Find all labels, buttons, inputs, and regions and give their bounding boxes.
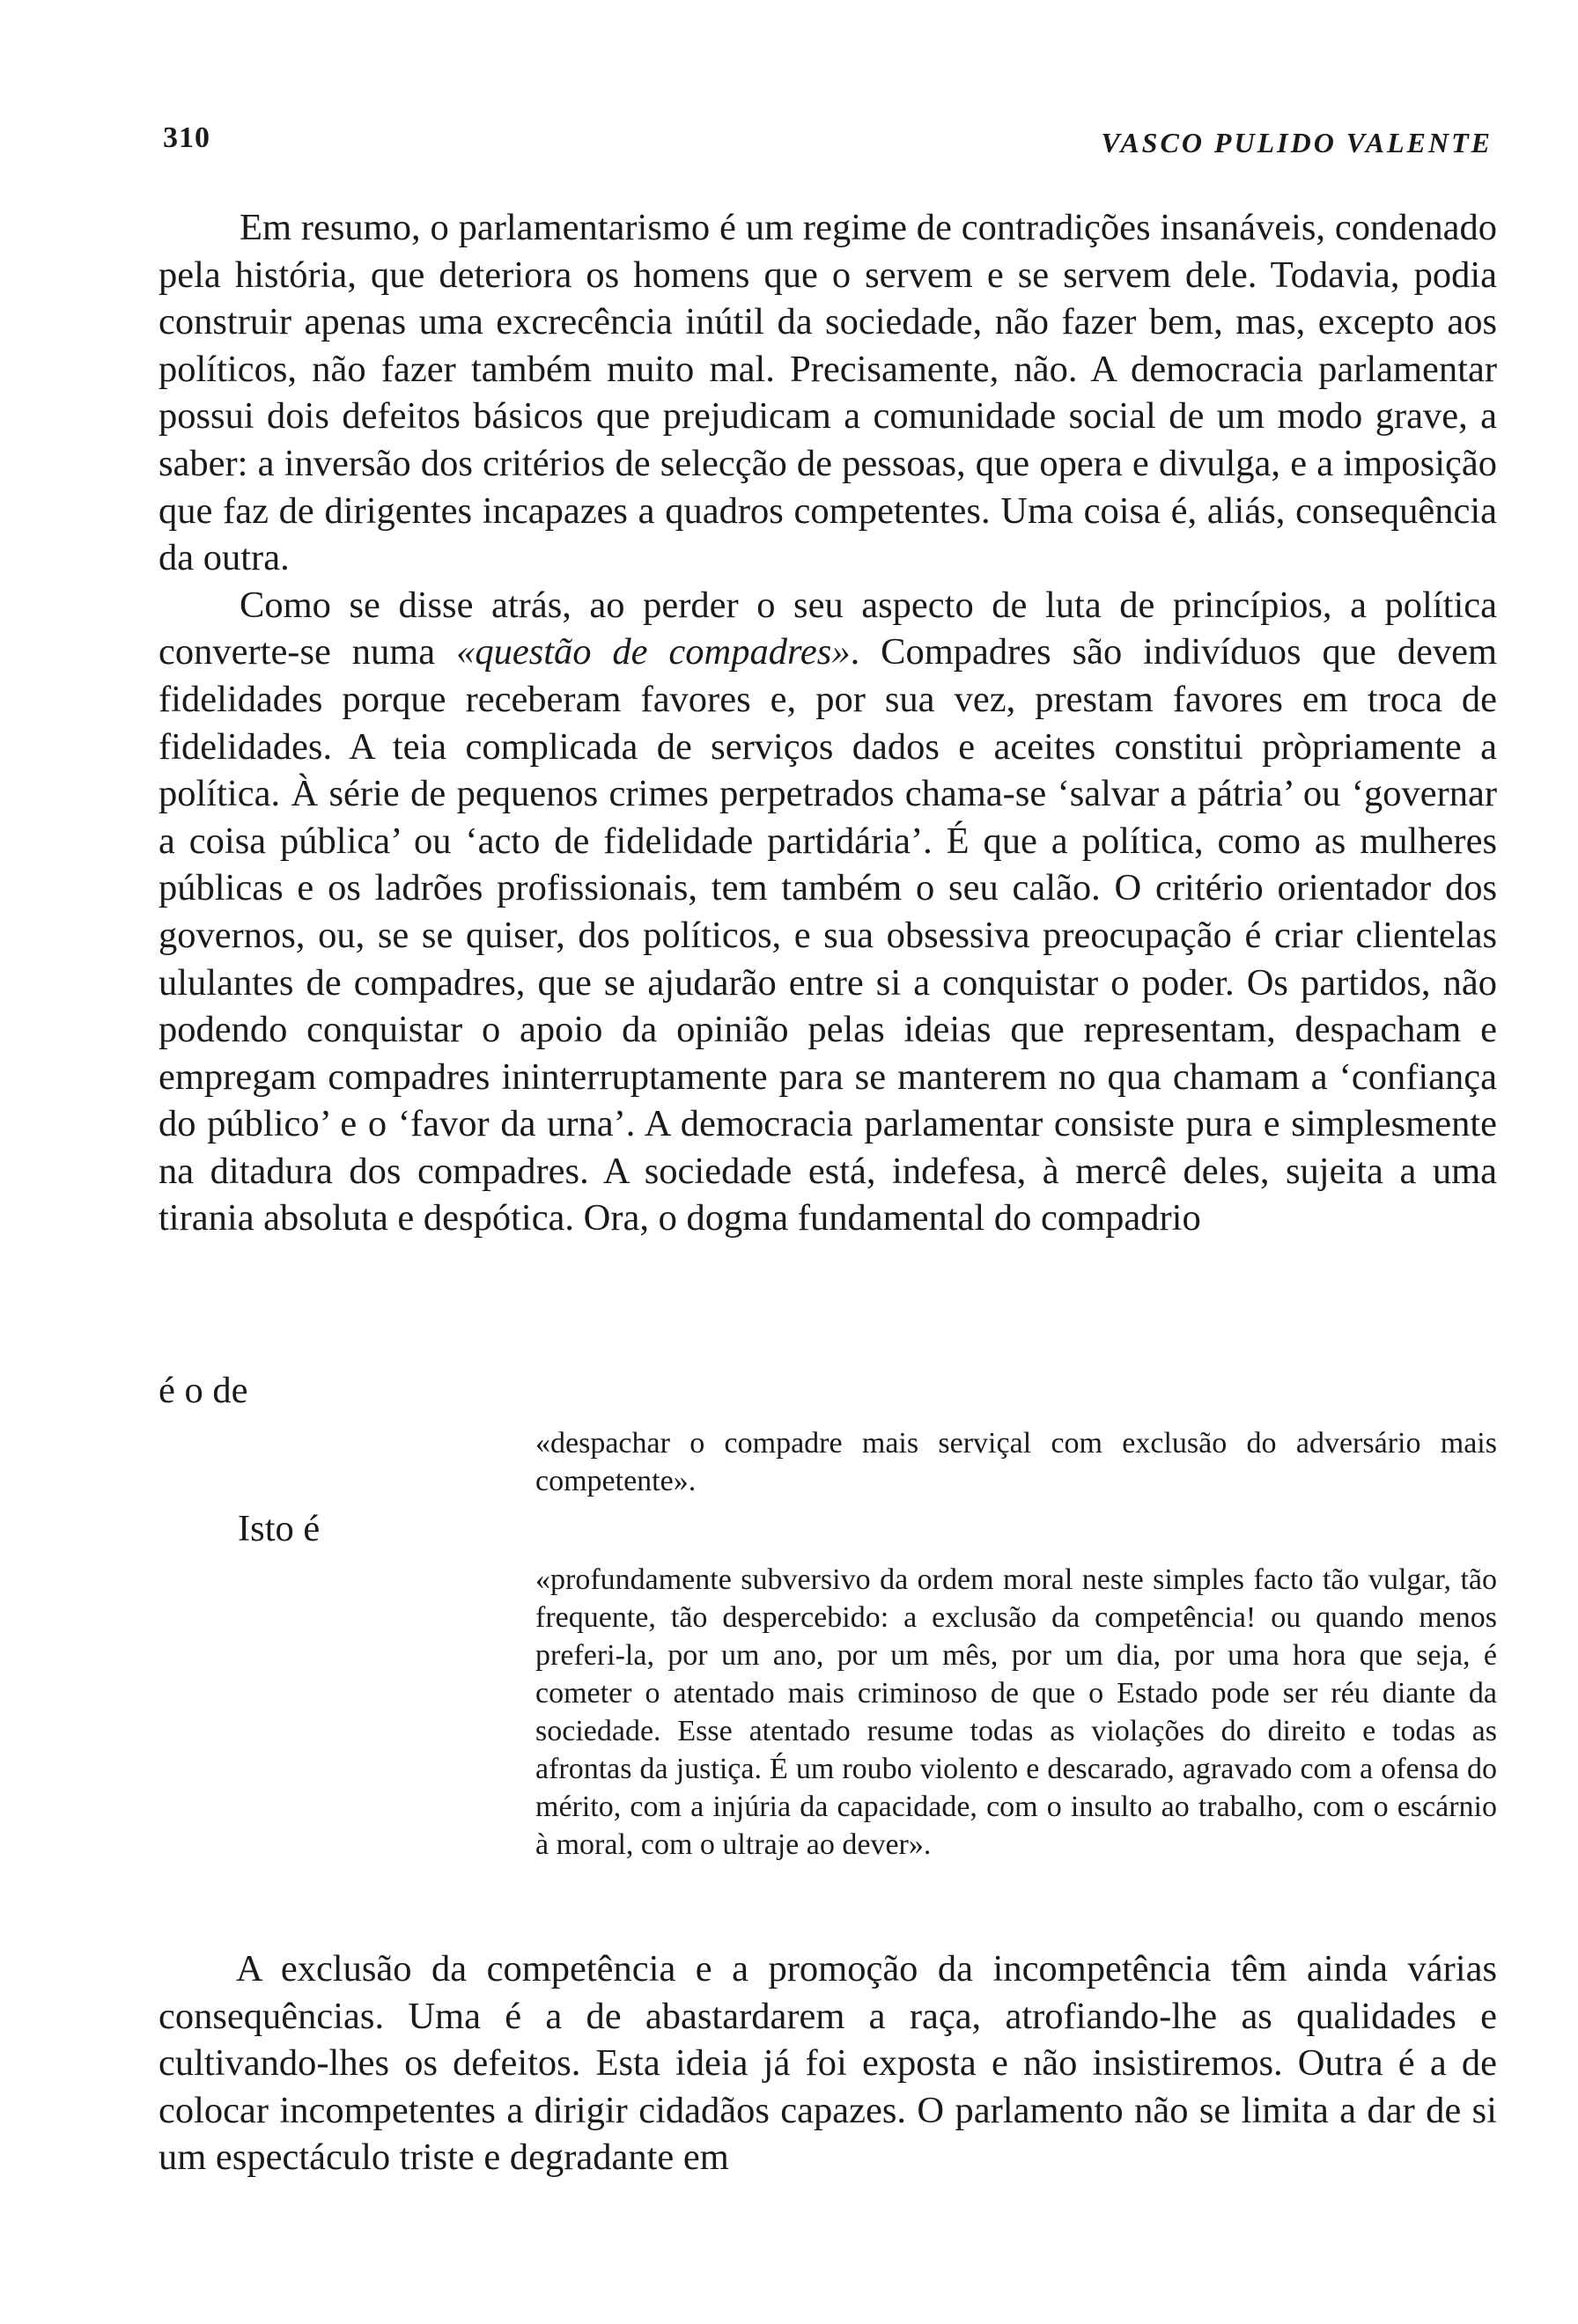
paragraph-2-rest: . Compadres são indivíduos que devem fidelidades porque receberam favores e, por sua vez, prestam favores em troca de fidelidades. A teia complicada de serviços dados e aceites constitui pròpriamente a política. À série de pequenos crimes perpetrados chama-se ‘salvar a pátria’ ou ‘governar a coisa pública’ ou ‘acto de fidelidade partidária’. É que a política, como as mulheres públicas e os ladrões profissionais, tem também o seu calão. O critério orientador dos governos, ou, se se quiser, dos políticos, e sua obsessiva preocupação é criar clientelas ululantes de compadres, que se ajudarão entre si a conquistar o poder. Os partidos, não podendo conquistar o apoio da opinião pelas ideias que representam, despacham e empregam compadres ininterruptamente para se manterem no qua chamam a ‘confiança do público’ e o ‘favor da urna’. A democracia parlamentar consiste pura e simplesmente na ditadura dos compadres. A sociedade está, indefesa, à mercê deles, sujeita a uma tirania absoluta e despótica. Ora, o dogma fundamental do compadrio: [159, 631, 1498, 1239]
page-number: 310: [163, 121, 210, 154]
paragraph-1: Em resumo, o parlamentarismo é um regime de contradições insanáveis, condenado pela história, que deteriora os homens que o servem e se servem dele. Todavia, podia construir apenas uma excrecência inútil da sociedade, não fazer bem, mas, excepto aos políticos, não fazer também muito mal. Precisamente, não. A democracia parlamentar possui dois defeitos básicos que prejudicam a comunidade social de um modo grave, a saber: a inversão dos critérios de selecção de pessoas, que opera e divulga, e a imposição que faz de dirigentes incapazes a quadros competentes. Uma coisa é, aliás, consequência da outra.: [159, 207, 1497, 579]
running-title: VASCO PULIDO VALENTE: [1101, 127, 1493, 158]
running-head: [163, 121, 1493, 174]
block-quote-2: «profundamente subversivo da ordem moral neste simples facto tão vulgar, tão frequente, tão despercebido: a exclusão da competência! ou quando menos preferi-la, por um ano, por um mês, por um dia, por uma hora que seja, é cometer o atentado mais criminoso de que o Estado pode ser réu diante da sociedade. Esse atentado resume todas as violações do direito e todas as afrontas da justiça. É um roubo violento e descarado, agravado com a ofensa do mérito, com a injúria da capacidade, com o insulto ao trabalho, com o escárnio à moral, com o ultraje ao dever».: [535, 1563, 1497, 1861]
block-quote-1: «despachar o compadre mais serviçal com exclusão do adversário mais competente».: [535, 1427, 1497, 1497]
paragraph-2: [159, 582, 1497, 1242]
isto-e-label: Isto é: [238, 1508, 321, 1549]
paragraph-2-italic: «questão de compadres»: [456, 631, 851, 673]
paragraph-3: A exclusão da competência e a promoção da incompetência têm ainda várias consequências. Uma é a de abastardarem a raça, atrofiando-lhe as qualidades e cultivando-lhes os defeitos. Esta ideia já foi exposta e não insistiremos. Outra é a de colocar incompetentes a dirigir cidadãos capazes. O parlamento não se limita a dar de si um espectáculo triste e degradante em: [159, 1948, 1497, 2178]
closing-text: [159, 1945, 1497, 2181]
e-o-de: é o de: [159, 1370, 248, 1411]
main-text: [159, 204, 1497, 1242]
paragraph-2-start: Como se disse atrás, ao perder o seu aspecto de luta de princípios, a política converte-se numa: [159, 584, 1497, 673]
